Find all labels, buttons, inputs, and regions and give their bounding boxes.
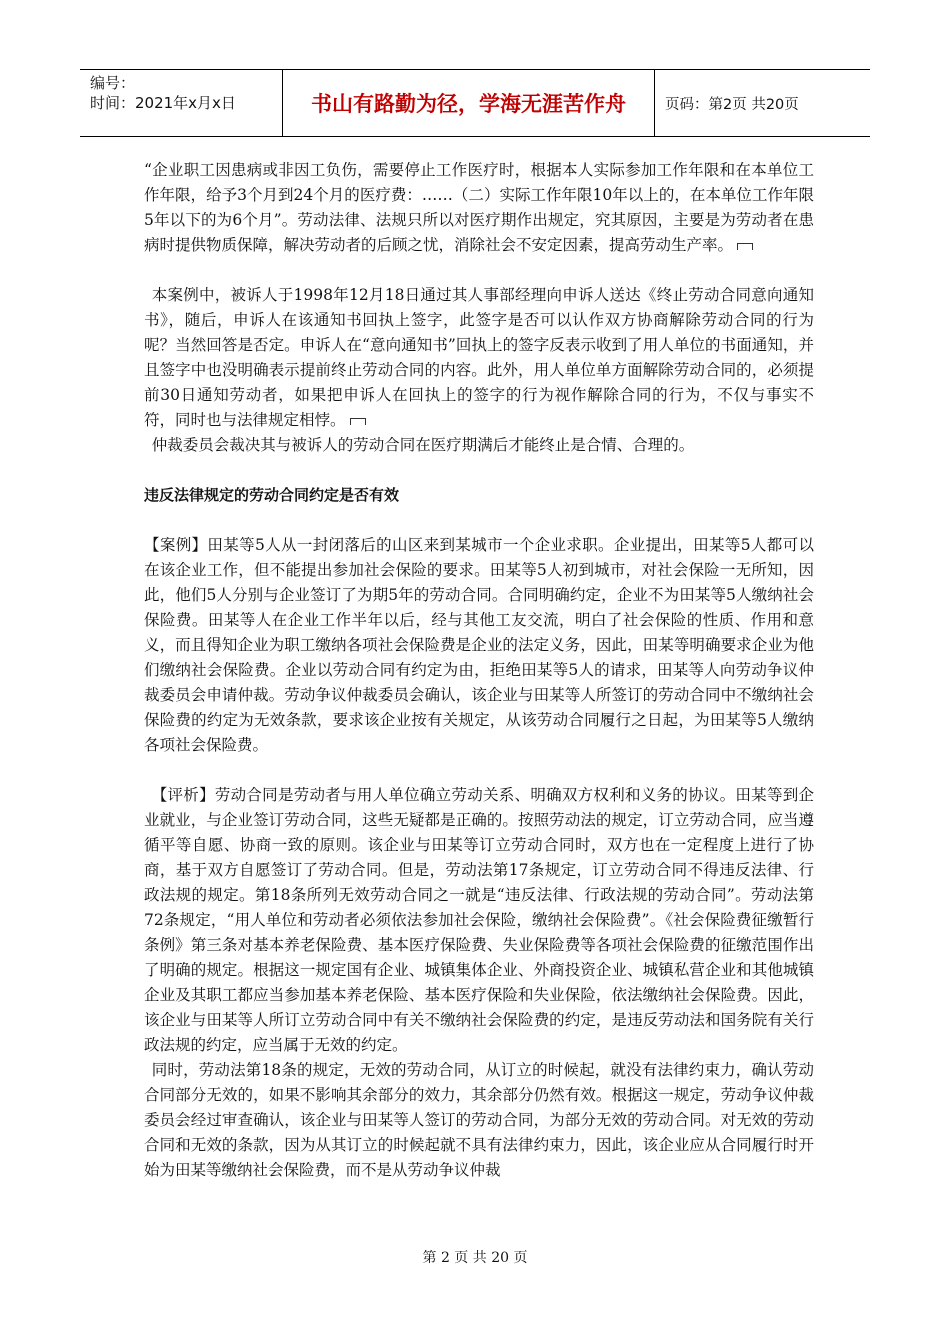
paragraph-mark-icon [350,418,366,425]
header-motto: 书山有路勤为径，学海无涯苦作舟 [283,70,655,136]
paragraph-commentary: 【评析】劳动合同是劳动者与用人单位确立劳动关系、明确双方权利和义务的协议。田某等到企业就业，与企业签订劳动合同，这些无疑都是正确的。按照劳动法的规定，订立劳动合同，应当遵循平等自愿、协商一致的原则。该企业与田某等订立劳动合同时，双方也在一定程度上进行了协商，基于双方自愿签订了劳动合同。但是，劳动法第17条规定，订立劳动合同不得违反法律、行政法规的规定。第18条所列无效劳动合同之一就是“违反法律、行政法规的劳动合同”。劳动法第72条规定，“用人单位和劳动者必须依法参加社会保险，缴纳社会保险费”。《社会保险费征缴暂行条例》第三条对基本养老保险费、基本医疗保险费、失业保险费等各项社会保险费的征缴范围作出了明确的规定。根据这一规定国有企业、城镇集体企业、外商投资企业、城镇私营企业和其他城镇企业及其职工都应当参加基本养老保险、基本医疗保险和失业保险，依法缴纳社会保险费。因此，该企业与田某等人所订立劳动合同中有关不缴纳社会保险费的约定，是违反劳动法和国务院有关行政法规的约定，应当属于无效的约定。 [144,786,814,1054]
paragraph-case-analysis [144,283,814,433]
page-footer: 第 2 页 共 20 页 [422,1250,528,1266]
paragraph-text: “企业职工因患病或非因工负伤，需要停止工作医疗时，根据本人实际参加工作年限和在本单位工作年限，给予3个月到24个月的医疗费：……（二）实际工作年限10年以上的，在本单位工作年限5年以下的为6个月”。劳动法律、法规只所以对医疗期作出规定，究其原因，主要是为劳动者在患病时提供物质保障，解决劳动者的后顾之忧，消除社会不安定因素，提高劳动生产率。 [144,161,814,254]
header-page-info: 页码：第2页 共20页 [665,96,799,113]
page-header [80,69,870,137]
paragraph-medical-period [144,158,814,258]
paragraph-continuation: 同时，劳动法第18条的规定，无效的劳动合同，从订立的时候起，就没有法律约束力，确认劳动合同部分无效的，如果不影响其余部分的效力，其余部分仍然有效。根据这一规定，劳动争议仲裁委员会经过审查确认，该企业与田某等人签订的劳动合同，为部分无效的劳动合同。对无效的劳动合同和无效的条款，因为从其订立的时候起就不具有法律约束力，因此，该企业应从合同履行时开始为田某等缴纳社会保险费，而不是从劳动争议仲裁 [144,1061,814,1179]
header-meta [80,70,283,136]
document-body [144,158,814,1183]
section-heading: 违反法律规定的劳动合同约定是否有效 [144,486,400,504]
paragraph-arbitration: 仲裁委员会裁决其与被诉人的劳动合同在医疗期满后才能终止是合情、合理的。 [151,436,695,454]
paragraph-case: 【案例】田某等5人从一封闭落后的山区来到某城市一个企业求职。企业提出，田某等5人都可以在该企业工作，但不能提出参加社会保险的要求。田某等5人初到城市，对社会保险一无所知，因此，他们5人分别与企业签订了为期5年的劳动合同。合同明确约定，企业不为田某等5人缴纳社会保险费。田某等人在企业工作半年以后，经与其他工友交流，明白了社会保险的性质、作用和意义，而且得知企业为职工缴纳各项社会保险费是企业的法定义务，因此，田某等明确要求企业为他们缴纳社会保险费。企业以劳动合同有约定为由，拒绝田某等5人的请求，田某等人向劳动争议仲裁委员会申请仲裁。劳动争议仲裁委员会确认，该企业与田某等人所签订的劳动合同中不缴纳社会保险费的约定为无效条款，要求该企业按有关规定，从该劳动合同履行之日起，为田某等5人缴纳各项社会保险费。 [144,536,814,754]
doc-number-label: 编号： [90,74,136,92]
paragraph-mark-icon [737,243,753,250]
paragraph-text: 本案例中，被诉人于1998年12月18日通过其人事部经理向申诉人送达《终止劳动合同意向通知书》，随后，申诉人在该通知书回执上签字，此签字是否可以认作双方协商解除劳动合同的行为呢？当然回答是否定。申诉人在“意向通知书”回执上的签字反表示收到了用人单位的书面通知，并且签字中也没明确表示提前终止劳动合同的内容。此外，用人单位单方面解除劳动合同的，必须提前30日通知劳动者，如果把申诉人在回执上的签字的行为视作解除合同的行为，不仅与事实不符，同时也与法律规定相悖。 [144,286,814,429]
date-label: 时间：2021年x月x日 [90,94,236,112]
